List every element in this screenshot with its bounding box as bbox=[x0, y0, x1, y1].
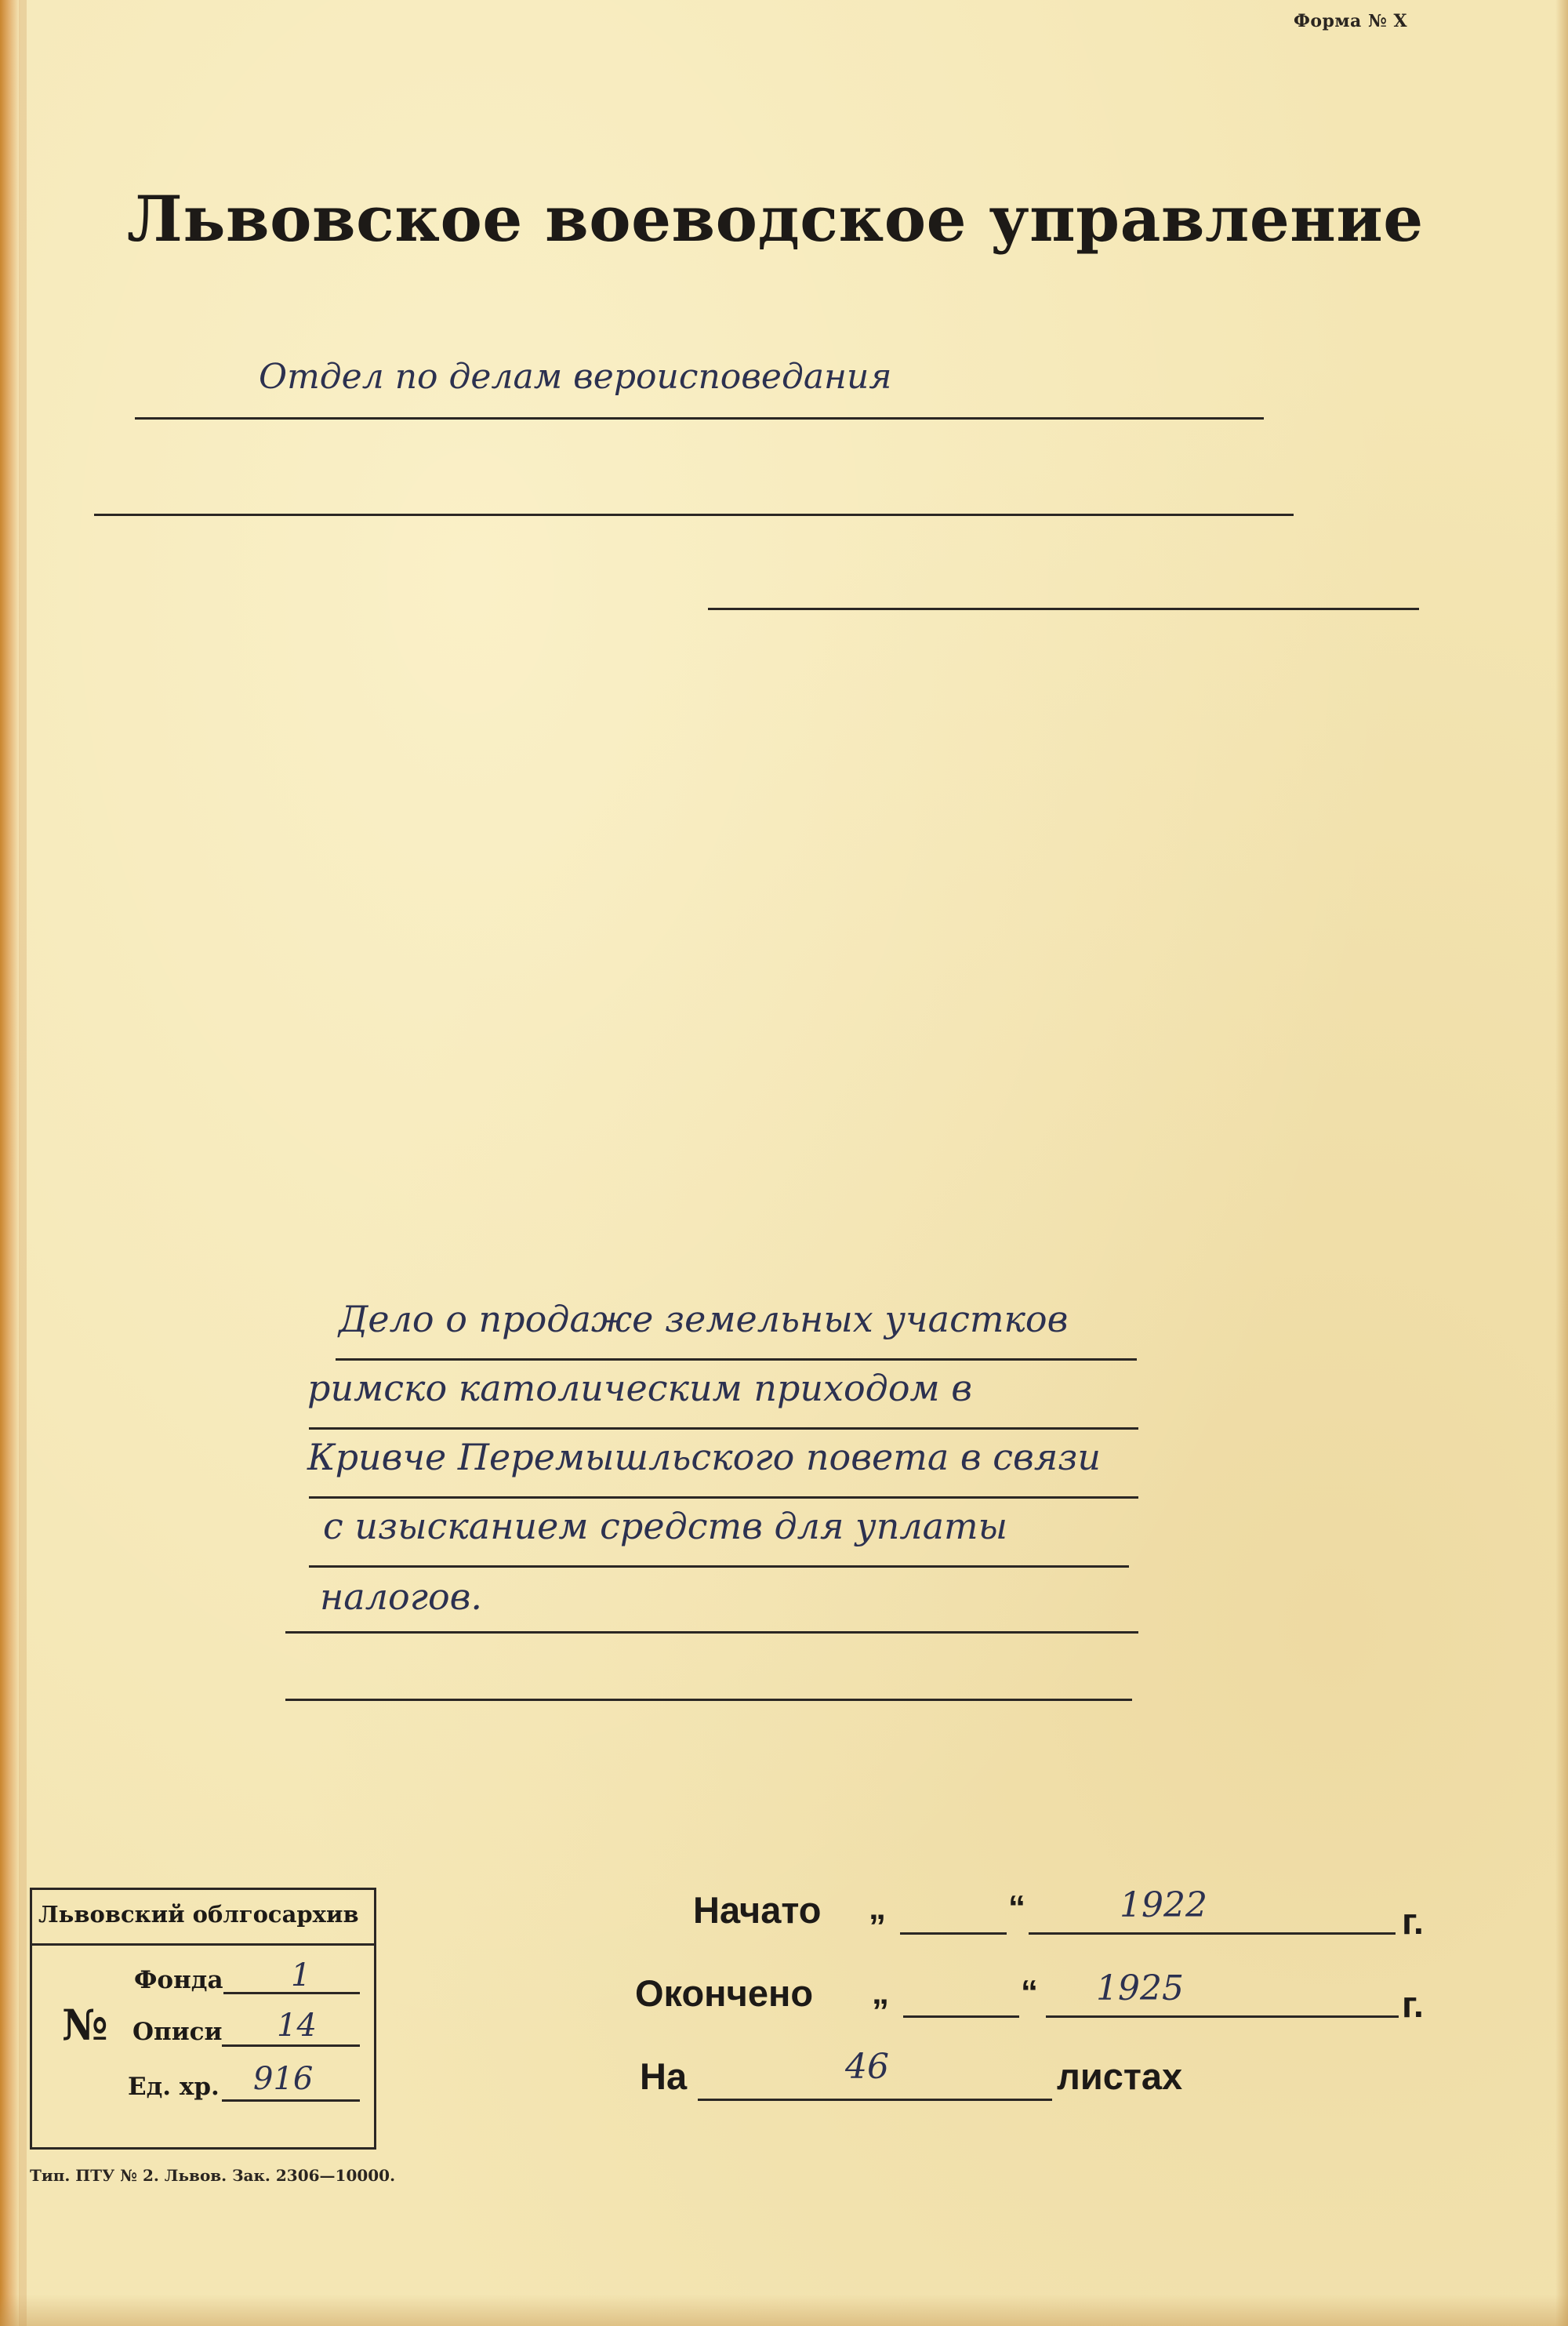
sheets-label: листах bbox=[1057, 2055, 1183, 2097]
case-rule-6 bbox=[285, 1699, 1132, 1701]
case-line-4: с изысканием средств для уплаты bbox=[323, 1505, 1008, 1547]
archive-stamp-divider bbox=[32, 1943, 374, 1946]
opis-label: Описи bbox=[132, 2018, 223, 2046]
opis-rule bbox=[222, 2044, 360, 2047]
started-label: Начато bbox=[693, 1889, 822, 1931]
case-line-3: Кривче Перемышльского повета в связи bbox=[307, 1436, 1101, 1478]
started-year-rule bbox=[1029, 1932, 1396, 1935]
ended-open-quote: „ bbox=[872, 1973, 889, 2012]
folder-right-edge bbox=[1555, 0, 1568, 2326]
fond-value: 1 bbox=[291, 1957, 311, 1993]
opis-value: 14 bbox=[277, 2008, 317, 2044]
fond-label: Фонда bbox=[134, 1966, 223, 1994]
ended-year-rule bbox=[1046, 2015, 1399, 2018]
case-rule-2 bbox=[309, 1427, 1138, 1430]
started-year: 1922 bbox=[1120, 1885, 1207, 1925]
started-close-quote: “ bbox=[1008, 1888, 1025, 1927]
ended-year: 1925 bbox=[1096, 1968, 1184, 2008]
archive-stamp bbox=[30, 1888, 376, 2150]
sheets-count: 46 bbox=[845, 2047, 889, 2087]
ended-day-rule bbox=[903, 2015, 1019, 2018]
case-line-1: Дело о продаже земельных участков bbox=[339, 1298, 1069, 1340]
form-number: Форма № X bbox=[1294, 11, 1408, 31]
ended-label: Окончено bbox=[635, 1972, 814, 2014]
archive-stamp-header: Львовский облгосархив bbox=[38, 1901, 359, 1928]
case-rule-1 bbox=[336, 1358, 1137, 1361]
sheets-prefix: На bbox=[640, 2055, 688, 2097]
blank-rule-2 bbox=[708, 608, 1419, 610]
folder-left-edge-shadow bbox=[19, 0, 27, 2326]
unit-rule bbox=[222, 2099, 360, 2102]
case-rule-5 bbox=[285, 1631, 1138, 1634]
page-title: Львовское воеводское управление bbox=[127, 182, 1424, 256]
started-year-suffix: г. bbox=[1402, 1900, 1424, 1942]
unit-value: 916 bbox=[253, 2061, 314, 2097]
ended-close-quote: “ bbox=[1021, 1973, 1038, 2012]
blank-rule-1 bbox=[94, 514, 1294, 516]
folder-left-edge bbox=[0, 0, 20, 2326]
case-rule-4 bbox=[309, 1565, 1129, 1568]
department-handwritten: Отдел по делам вероисповедания bbox=[259, 357, 892, 397]
printer-note: Тип. ПТУ № 2. Львов. Зак. 2306—10000. bbox=[30, 2166, 396, 2185]
folder-bottom-edge bbox=[0, 2295, 1568, 2326]
case-rule-3 bbox=[309, 1496, 1138, 1499]
case-line-5: налогов. bbox=[320, 1576, 483, 1618]
started-open-quote: „ bbox=[869, 1888, 886, 1927]
started-day-rule bbox=[900, 1932, 1007, 1935]
number-sign: № bbox=[62, 2000, 108, 2050]
unit-label: Ед. хр. bbox=[128, 2073, 220, 2101]
ended-year-suffix: г. bbox=[1402, 1983, 1424, 2025]
case-line-2: римско католическим приходом в bbox=[307, 1367, 973, 1409]
department-rule bbox=[135, 417, 1264, 420]
sheets-rule bbox=[698, 2099, 1052, 2101]
